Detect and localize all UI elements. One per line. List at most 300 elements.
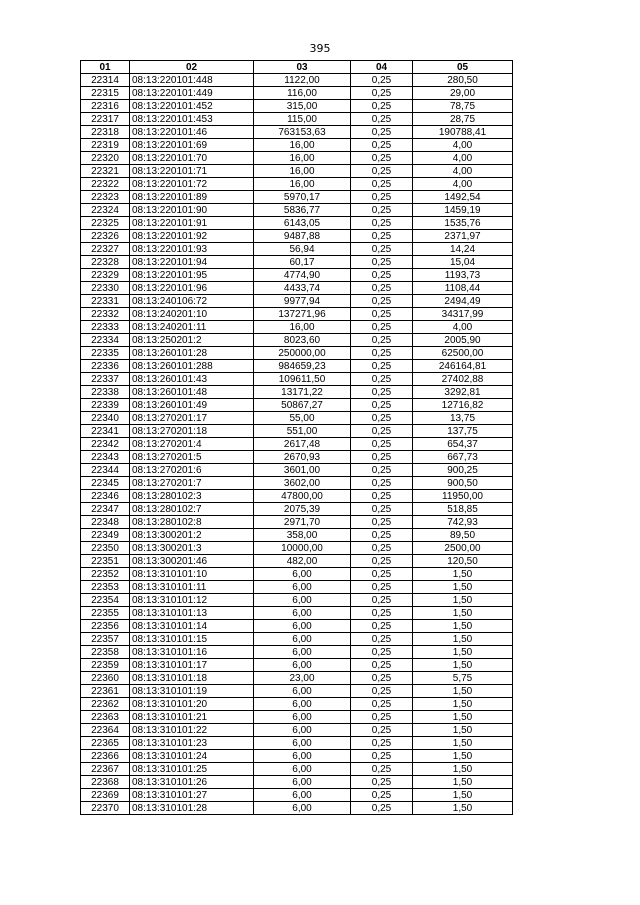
- cadastral-number-cell: 08:13:310101:21: [130, 711, 254, 724]
- table-row: [81, 646, 513, 659]
- value-cell: 16,00: [254, 321, 351, 334]
- cadastral-number-cell: 08:13:220101:90: [130, 204, 254, 217]
- value-cell: 551,00: [254, 425, 351, 438]
- rate-cell: 0,25: [351, 568, 413, 581]
- cadastral-number-cell: 08:13:270201:17: [130, 412, 254, 425]
- cadastral-number-cell: 08:13:310101:16: [130, 646, 254, 659]
- value-cell: 984659,23: [254, 360, 351, 373]
- rate-cell: 0,25: [351, 152, 413, 165]
- value-cell: 115,00: [254, 113, 351, 126]
- rate-cell: 0,25: [351, 399, 413, 412]
- rate-cell: 0,25: [351, 113, 413, 126]
- cadastral-number-cell: 08:13:260101:288: [130, 360, 254, 373]
- amount-cell: 27402,88: [413, 373, 513, 386]
- cadastral-number-cell: 08:13:260101:28: [130, 347, 254, 360]
- row-number-cell: 22336: [81, 360, 130, 373]
- cadastral-number-cell: 08:13:220101:96: [130, 282, 254, 295]
- rate-cell: 0,25: [351, 503, 413, 516]
- row-number-cell: 22324: [81, 204, 130, 217]
- cadastral-number-cell: 08:13:240201:10: [130, 308, 254, 321]
- row-number-cell: 22348: [81, 516, 130, 529]
- rate-cell: 0,25: [351, 620, 413, 633]
- rate-cell: 0,25: [351, 74, 413, 87]
- cadastral-number-cell: 08:13:240201:11: [130, 321, 254, 334]
- rate-cell: 0,25: [351, 685, 413, 698]
- value-cell: 6,00: [254, 776, 351, 789]
- row-number-cell: 22349: [81, 529, 130, 542]
- amount-cell: 14,24: [413, 243, 513, 256]
- row-number-cell: 22365: [81, 737, 130, 750]
- rate-cell: 0,25: [351, 698, 413, 711]
- table-row: [81, 152, 513, 165]
- value-cell: 6,00: [254, 711, 351, 724]
- row-number-cell: 22341: [81, 425, 130, 438]
- rate-cell: 0,25: [351, 451, 413, 464]
- value-cell: 2617,48: [254, 438, 351, 451]
- rate-cell: 0,25: [351, 438, 413, 451]
- rate-cell: 0,25: [351, 555, 413, 568]
- amount-cell: 137,75: [413, 425, 513, 438]
- cadastral-number-cell: 08:13:220101:94: [130, 256, 254, 269]
- row-number-cell: 22327: [81, 243, 130, 256]
- table-row: [81, 438, 513, 451]
- cadastral-number-cell: 08:13:310101:17: [130, 659, 254, 672]
- cadastral-number-cell: 08:13:310101:23: [130, 737, 254, 750]
- value-cell: 5836,77: [254, 204, 351, 217]
- value-cell: 13171,22: [254, 386, 351, 399]
- row-number-cell: 22335: [81, 347, 130, 360]
- table-row: [81, 334, 513, 347]
- value-cell: 60,17: [254, 256, 351, 269]
- amount-cell: 12716,82: [413, 399, 513, 412]
- rate-cell: 0,25: [351, 737, 413, 750]
- cadastral-number-cell: 08:13:260101:48: [130, 386, 254, 399]
- row-number-cell: 22333: [81, 321, 130, 334]
- table-row: [81, 295, 513, 308]
- row-number-cell: 22369: [81, 789, 130, 802]
- value-cell: 6,00: [254, 594, 351, 607]
- table-row: [81, 568, 513, 581]
- rate-cell: 0,25: [351, 542, 413, 555]
- rate-cell: 0,25: [351, 490, 413, 503]
- cadastral-number-cell: 08:13:250201:2: [130, 334, 254, 347]
- table-row: [81, 750, 513, 763]
- table-row: [81, 516, 513, 529]
- amount-cell: 1,50: [413, 607, 513, 620]
- amount-cell: 1,50: [413, 568, 513, 581]
- value-cell: 6,00: [254, 737, 351, 750]
- rate-cell: 0,25: [351, 763, 413, 776]
- table-row: [81, 555, 513, 568]
- table-row: [81, 425, 513, 438]
- amount-cell: 1535,76: [413, 217, 513, 230]
- table-row: [81, 178, 513, 191]
- amount-cell: 3292,81: [413, 386, 513, 399]
- cadastral-number-cell: 08:13:280102:8: [130, 516, 254, 529]
- value-cell: 2075,39: [254, 503, 351, 516]
- value-cell: 2971,70: [254, 516, 351, 529]
- amount-cell: 4,00: [413, 165, 513, 178]
- table-row: [81, 594, 513, 607]
- column-header-01: 01: [81, 61, 130, 74]
- value-cell: 6,00: [254, 633, 351, 646]
- rate-cell: 0,25: [351, 581, 413, 594]
- amount-cell: 15,04: [413, 256, 513, 269]
- table-row: [81, 451, 513, 464]
- cadastral-number-cell: 08:13:310101:12: [130, 594, 254, 607]
- cadastral-number-cell: 08:13:300201:3: [130, 542, 254, 555]
- amount-cell: 1,50: [413, 776, 513, 789]
- amount-cell: 900,25: [413, 464, 513, 477]
- cadastral-number-cell: 08:13:220101:453: [130, 113, 254, 126]
- amount-cell: 2005,90: [413, 334, 513, 347]
- rate-cell: 0,25: [351, 100, 413, 113]
- rate-cell: 0,25: [351, 529, 413, 542]
- row-number-cell: 22325: [81, 217, 130, 230]
- amount-cell: 29,00: [413, 87, 513, 100]
- rate-cell: 0,25: [351, 191, 413, 204]
- rate-cell: 0,25: [351, 724, 413, 737]
- cadastral-number-cell: 08:13:260101:43: [130, 373, 254, 386]
- value-cell: 109611,50: [254, 373, 351, 386]
- table-row: [81, 581, 513, 594]
- table-row: [81, 321, 513, 334]
- table-row: [81, 633, 513, 646]
- value-cell: 6143,05: [254, 217, 351, 230]
- row-number-cell: 22356: [81, 620, 130, 633]
- table-row: [81, 542, 513, 555]
- row-number-cell: 22322: [81, 178, 130, 191]
- row-number-cell: 22332: [81, 308, 130, 321]
- value-cell: 3601,00: [254, 464, 351, 477]
- value-cell: 315,00: [254, 100, 351, 113]
- rate-cell: 0,25: [351, 217, 413, 230]
- cadastral-number-cell: 08:13:220101:448: [130, 74, 254, 87]
- amount-cell: 1,50: [413, 750, 513, 763]
- row-number-cell: 22337: [81, 373, 130, 386]
- rate-cell: 0,25: [351, 308, 413, 321]
- row-number-cell: 22363: [81, 711, 130, 724]
- rate-cell: 0,25: [351, 425, 413, 438]
- cadastral-number-cell: 08:13:310101:15: [130, 633, 254, 646]
- value-cell: 6,00: [254, 750, 351, 763]
- value-cell: 6,00: [254, 646, 351, 659]
- value-cell: 56,94: [254, 243, 351, 256]
- amount-cell: 654,37: [413, 438, 513, 451]
- value-cell: 1122,00: [254, 74, 351, 87]
- rate-cell: 0,25: [351, 334, 413, 347]
- table-row: [81, 360, 513, 373]
- amount-cell: 1492,54: [413, 191, 513, 204]
- value-cell: 6,00: [254, 763, 351, 776]
- value-cell: 763153,63: [254, 126, 351, 139]
- table-row: [81, 74, 513, 87]
- value-cell: 16,00: [254, 139, 351, 152]
- amount-cell: 4,00: [413, 139, 513, 152]
- amount-cell: 742,93: [413, 516, 513, 529]
- rate-cell: 0,25: [351, 659, 413, 672]
- header-row: [81, 61, 513, 74]
- amount-cell: 1,50: [413, 698, 513, 711]
- table-body: [81, 74, 513, 815]
- rate-cell: 0,25: [351, 646, 413, 659]
- row-number-cell: 22353: [81, 581, 130, 594]
- cadastral-number-cell: 08:13:220101:93: [130, 243, 254, 256]
- rate-cell: 0,25: [351, 633, 413, 646]
- rate-cell: 0,25: [351, 295, 413, 308]
- row-number-cell: 22320: [81, 152, 130, 165]
- cadastral-number-cell: 08:13:220101:449: [130, 87, 254, 100]
- value-cell: 4433,74: [254, 282, 351, 295]
- cadastral-number-cell: 08:13:220101:91: [130, 217, 254, 230]
- amount-cell: 1,50: [413, 802, 513, 815]
- amount-cell: 5,75: [413, 672, 513, 685]
- amount-cell: 34317,99: [413, 308, 513, 321]
- row-number-cell: 22347: [81, 503, 130, 516]
- value-cell: 10000,00: [254, 542, 351, 555]
- row-number-cell: 22364: [81, 724, 130, 737]
- table-row: [81, 191, 513, 204]
- amount-cell: 120,50: [413, 555, 513, 568]
- amount-cell: 1,50: [413, 737, 513, 750]
- cadastral-number-cell: 08:13:220101:72: [130, 178, 254, 191]
- rate-cell: 0,25: [351, 516, 413, 529]
- amount-cell: 1,50: [413, 620, 513, 633]
- cadastral-number-cell: 08:13:270201:7: [130, 477, 254, 490]
- amount-cell: 1,50: [413, 685, 513, 698]
- table-row: [81, 269, 513, 282]
- amount-cell: 518,85: [413, 503, 513, 516]
- row-number-cell: 22366: [81, 750, 130, 763]
- table-row: [81, 477, 513, 490]
- rate-cell: 0,25: [351, 750, 413, 763]
- table-row: [81, 607, 513, 620]
- rate-cell: 0,25: [351, 412, 413, 425]
- amount-cell: 190788,41: [413, 126, 513, 139]
- table-row: [81, 386, 513, 399]
- rate-cell: 0,25: [351, 607, 413, 620]
- rate-cell: 0,25: [351, 321, 413, 334]
- amount-cell: 13,75: [413, 412, 513, 425]
- table-row: [81, 230, 513, 243]
- value-cell: 482,00: [254, 555, 351, 568]
- row-number-cell: 22354: [81, 594, 130, 607]
- table-row: [81, 399, 513, 412]
- value-cell: 5970,17: [254, 191, 351, 204]
- amount-cell: 1108,44: [413, 282, 513, 295]
- row-number-cell: 22361: [81, 685, 130, 698]
- table-row: [81, 347, 513, 360]
- row-number-cell: 22323: [81, 191, 130, 204]
- row-number-cell: 22350: [81, 542, 130, 555]
- row-number-cell: 22370: [81, 802, 130, 815]
- row-number-cell: 22360: [81, 672, 130, 685]
- value-cell: 250000,00: [254, 347, 351, 360]
- amount-cell: 11950,00: [413, 490, 513, 503]
- row-number-cell: 22340: [81, 412, 130, 425]
- cadastral-number-cell: 08:13:310101:19: [130, 685, 254, 698]
- amount-cell: 1,50: [413, 659, 513, 672]
- rate-cell: 0,25: [351, 165, 413, 178]
- row-number-cell: 22339: [81, 399, 130, 412]
- row-number-cell: 22351: [81, 555, 130, 568]
- row-number-cell: 22344: [81, 464, 130, 477]
- row-number-cell: 22319: [81, 139, 130, 152]
- amount-cell: 28,75: [413, 113, 513, 126]
- value-cell: 137271,96: [254, 308, 351, 321]
- cadastral-number-cell: 08:13:220101:69: [130, 139, 254, 152]
- value-cell: 47800,00: [254, 490, 351, 503]
- table-row: [81, 763, 513, 776]
- row-number-cell: 22346: [81, 490, 130, 503]
- amount-cell: 1193,73: [413, 269, 513, 282]
- amount-cell: 1459,19: [413, 204, 513, 217]
- cadastral-number-cell: 08:13:220101:92: [130, 230, 254, 243]
- cadastral-number-cell: 08:13:310101:27: [130, 789, 254, 802]
- value-cell: 16,00: [254, 165, 351, 178]
- row-number-cell: 22326: [81, 230, 130, 243]
- row-number-cell: 22355: [81, 607, 130, 620]
- value-cell: 358,00: [254, 529, 351, 542]
- amount-cell: 1,50: [413, 711, 513, 724]
- cadastral-number-cell: 08:13:280102:7: [130, 503, 254, 516]
- row-number-cell: 22334: [81, 334, 130, 347]
- row-number-cell: 22318: [81, 126, 130, 139]
- amount-cell: 667,73: [413, 451, 513, 464]
- cadastral-number-cell: 08:13:310101:10: [130, 568, 254, 581]
- value-cell: 6,00: [254, 568, 351, 581]
- cadastral-number-cell: 08:13:300201:2: [130, 529, 254, 542]
- table-row: [81, 373, 513, 386]
- row-number-cell: 22368: [81, 776, 130, 789]
- value-cell: 16,00: [254, 152, 351, 165]
- value-cell: 6,00: [254, 802, 351, 815]
- rate-cell: 0,25: [351, 282, 413, 295]
- row-number-cell: 22338: [81, 386, 130, 399]
- cadastral-number-cell: 08:13:310101:24: [130, 750, 254, 763]
- rate-cell: 0,25: [351, 139, 413, 152]
- row-number-cell: 22317: [81, 113, 130, 126]
- amount-cell: 1,50: [413, 594, 513, 607]
- table-row: [81, 308, 513, 321]
- table-row: [81, 139, 513, 152]
- amount-cell: 4,00: [413, 321, 513, 334]
- cadastral-number-cell: 08:13:270201:18: [130, 425, 254, 438]
- value-cell: 6,00: [254, 698, 351, 711]
- rate-cell: 0,25: [351, 347, 413, 360]
- value-cell: 6,00: [254, 724, 351, 737]
- cadastral-number-cell: 08:13:220101:89: [130, 191, 254, 204]
- row-number-cell: 22358: [81, 646, 130, 659]
- value-cell: 23,00: [254, 672, 351, 685]
- cadastral-number-cell: 08:13:260101:49: [130, 399, 254, 412]
- table-row: [81, 87, 513, 100]
- cadastral-number-cell: 08:13:270201:6: [130, 464, 254, 477]
- cadastral-number-cell: 08:13:240106:72: [130, 295, 254, 308]
- table-row: [81, 165, 513, 178]
- table-row: [81, 776, 513, 789]
- cadastral-number-cell: 08:13:310101:26: [130, 776, 254, 789]
- value-cell: 3602,00: [254, 477, 351, 490]
- table-row: [81, 620, 513, 633]
- table-row: [81, 464, 513, 477]
- cadastral-number-cell: 08:13:310101:14: [130, 620, 254, 633]
- row-number-cell: 22345: [81, 477, 130, 490]
- amount-cell: 1,50: [413, 646, 513, 659]
- rate-cell: 0,25: [351, 178, 413, 191]
- value-cell: 6,00: [254, 620, 351, 633]
- column-header-04: 04: [351, 61, 413, 74]
- amount-cell: 2371,97: [413, 230, 513, 243]
- table-row: [81, 802, 513, 815]
- table-row: [81, 711, 513, 724]
- cadastral-number-cell: 08:13:270201:5: [130, 451, 254, 464]
- amount-cell: 900,50: [413, 477, 513, 490]
- table-row: [81, 724, 513, 737]
- amount-cell: 89,50: [413, 529, 513, 542]
- table-row: [81, 126, 513, 139]
- column-header-03: 03: [254, 61, 351, 74]
- row-number-cell: 22315: [81, 87, 130, 100]
- cadastral-number-cell: 08:13:310101:22: [130, 724, 254, 737]
- cadastral-number-cell: 08:13:310101:11: [130, 581, 254, 594]
- row-number-cell: 22328: [81, 256, 130, 269]
- value-cell: 6,00: [254, 581, 351, 594]
- value-cell: 9977,94: [254, 295, 351, 308]
- value-cell: 6,00: [254, 607, 351, 620]
- amount-cell: 1,50: [413, 789, 513, 802]
- table-row: [81, 113, 513, 126]
- rate-cell: 0,25: [351, 386, 413, 399]
- amount-cell: 2494,49: [413, 295, 513, 308]
- cadastral-number-cell: 08:13:300201:46: [130, 555, 254, 568]
- row-number-cell: 22367: [81, 763, 130, 776]
- amount-cell: 1,50: [413, 724, 513, 737]
- amount-cell: 1,50: [413, 581, 513, 594]
- rate-cell: 0,25: [351, 204, 413, 217]
- rate-cell: 0,25: [351, 789, 413, 802]
- value-cell: 6,00: [254, 685, 351, 698]
- cadastral-number-cell: 08:13:220101:71: [130, 165, 254, 178]
- table-row: [81, 217, 513, 230]
- value-cell: 6,00: [254, 659, 351, 672]
- row-number-cell: 22342: [81, 438, 130, 451]
- table-row: [81, 100, 513, 113]
- cadastral-number-cell: 08:13:280102:3: [130, 490, 254, 503]
- cadastral-number-cell: 08:13:220101:46: [130, 126, 254, 139]
- table-row: [81, 685, 513, 698]
- row-number-cell: 22357: [81, 633, 130, 646]
- rate-cell: 0,25: [351, 256, 413, 269]
- row-number-cell: 22314: [81, 74, 130, 87]
- column-header-05: 05: [413, 61, 513, 74]
- rate-cell: 0,25: [351, 776, 413, 789]
- table-row: [81, 789, 513, 802]
- table-row: [81, 503, 513, 516]
- row-number-cell: 22330: [81, 282, 130, 295]
- row-number-cell: 22343: [81, 451, 130, 464]
- rate-cell: 0,25: [351, 477, 413, 490]
- row-number-cell: 22331: [81, 295, 130, 308]
- rate-cell: 0,25: [351, 711, 413, 724]
- row-number-cell: 22362: [81, 698, 130, 711]
- table-row: [81, 490, 513, 503]
- amount-cell: 4,00: [413, 152, 513, 165]
- row-number-cell: 22329: [81, 269, 130, 282]
- table-row: [81, 659, 513, 672]
- table-row: [81, 204, 513, 217]
- cadastral-number-cell: 08:13:220101:70: [130, 152, 254, 165]
